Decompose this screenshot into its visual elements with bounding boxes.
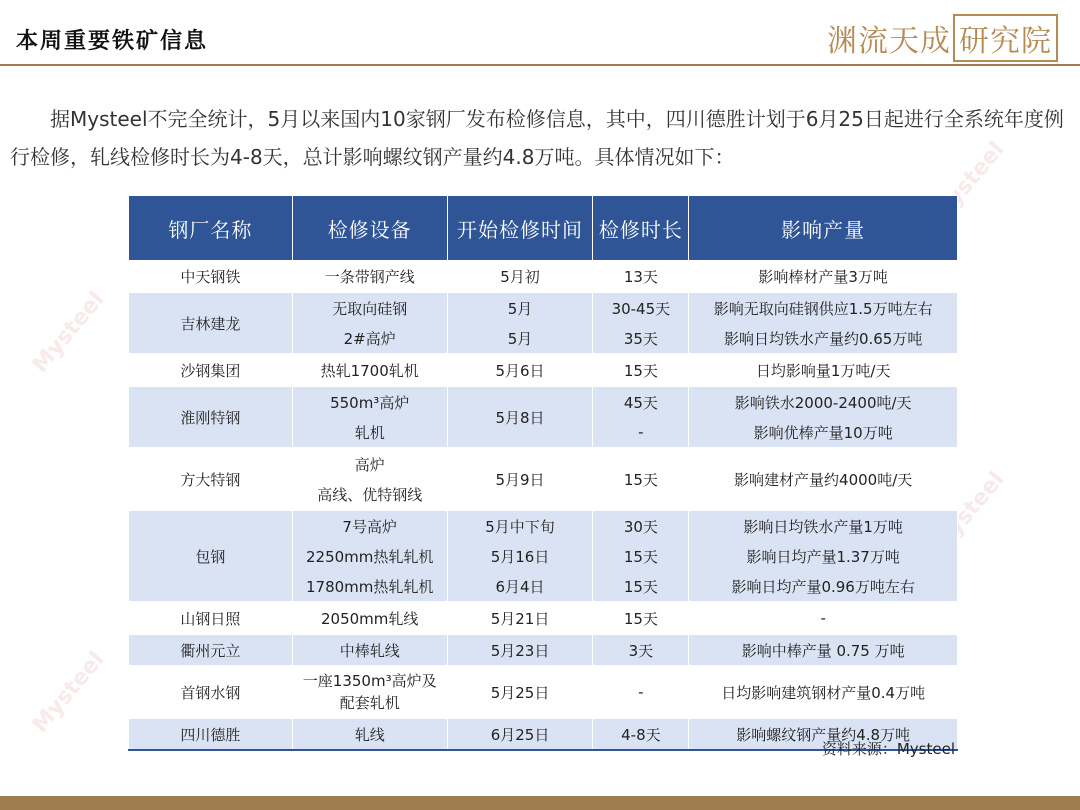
table-group	[129, 602, 958, 634]
equipment-cell: 2050mm轧线	[292, 602, 447, 634]
start-cell: 5月中下旬	[447, 510, 593, 541]
table-group	[129, 354, 958, 386]
start-cell: 5月16日	[447, 541, 593, 571]
table-row	[129, 448, 958, 479]
table-group	[129, 634, 958, 666]
impact-cell: -	[689, 602, 958, 634]
mill-name: 淮刚特钢	[129, 386, 293, 448]
impact-cell: 影响棒材产量3万吨	[689, 261, 958, 293]
column-header: 检修时长	[593, 196, 689, 261]
source-note: 资料来源：Mysteel	[821, 740, 955, 758]
equipment-cell: 7号高炉	[292, 510, 447, 541]
equipment-cell: 2#高炉	[292, 323, 447, 354]
table-row	[129, 510, 958, 541]
impact-cell: 影响建材产量约4000吨/天	[689, 448, 958, 510]
watermark-logo: Mysteel	[27, 287, 110, 378]
equipment-cell: 中棒轧线	[292, 634, 447, 666]
table-row	[129, 354, 958, 386]
impact-cell: 影响日均铁水产量约0.65万吨	[689, 323, 958, 354]
column-header: 钢厂名称	[129, 196, 293, 261]
impact-cell: 影响铁水2000-2400吨/天	[689, 386, 958, 417]
equipment-line: 配套轧机	[339, 694, 400, 712]
equipment-cell: 高线、优特钢线	[292, 479, 447, 510]
start-cell: 5月8日	[447, 386, 593, 448]
duration-cell: 35天	[593, 323, 689, 354]
table-row	[129, 666, 958, 718]
column-header: 开始检修时间	[447, 196, 593, 261]
mill-name: 吉林建龙	[129, 292, 293, 354]
table-group	[129, 261, 958, 293]
duration-cell: 15天	[593, 354, 689, 386]
table-row	[129, 292, 958, 323]
mill-name: 中天钢铁	[129, 261, 293, 293]
mill-name: 山钢日照	[129, 602, 293, 634]
equipment-cell: 热轧1700轧机	[292, 354, 447, 386]
table-group	[129, 510, 958, 602]
watermark-logo: Mysteel	[927, 467, 1010, 558]
impact-cell: 日均影响建筑钢材产量0.4万吨	[689, 666, 958, 718]
start-cell: 5月21日	[447, 602, 593, 634]
impact-cell: 影响日均产量1.37万吨	[689, 541, 958, 571]
watermark-logo: Mysteel	[927, 137, 1010, 228]
duration-cell: 4-8天	[593, 718, 689, 750]
column-header: 检修设备	[292, 196, 447, 261]
equipment-cell	[292, 666, 447, 718]
column-header: 影响产量	[689, 196, 958, 261]
table-row	[129, 602, 958, 634]
start-cell: 5月25日	[447, 666, 593, 718]
equipment-cell: 轧机	[292, 417, 447, 448]
start-cell: 5月初	[447, 261, 593, 293]
mill-name: 包钢	[129, 510, 293, 602]
equipment-line: 一座1350m³高炉及	[302, 672, 437, 690]
duration-cell: 3天	[593, 634, 689, 666]
mill-name: 首钢水钢	[129, 666, 293, 718]
duration-cell: 30天	[593, 510, 689, 541]
start-cell: 5月9日	[447, 448, 593, 510]
logo-boxed-text: 研究院	[953, 14, 1058, 62]
table-row	[129, 386, 958, 417]
impact-cell: 影响无取向硅钢供应1.5万吨左右	[689, 292, 958, 323]
duration-cell: -	[593, 417, 689, 448]
duration-cell: 15天	[593, 541, 689, 571]
start-cell: 5月23日	[447, 634, 593, 666]
equipment-cell: 550m³高炉	[292, 386, 447, 417]
duration-cell: -	[593, 666, 689, 718]
table-group	[129, 386, 958, 448]
footer-band	[0, 796, 1080, 810]
equipment-cell: 一条带钢产线	[292, 261, 447, 293]
equipment-cell: 高炉	[292, 448, 447, 479]
mill-name: 衢州元立	[129, 634, 293, 666]
header-divider	[0, 64, 1080, 66]
equipment-cell: 1780mm热轧轧机	[292, 571, 447, 602]
start-cell: 6月4日	[447, 571, 593, 602]
duration-cell: 45天	[593, 386, 689, 417]
impact-cell: 影响优棒产量10万吨	[689, 417, 958, 448]
start-cell: 5月	[447, 292, 593, 323]
duration-cell: 15天	[593, 571, 689, 602]
impact-cell: 影响中棒产量 0.75 万吨	[689, 634, 958, 666]
table-row	[129, 634, 958, 666]
mill-name: 沙钢集团	[129, 354, 293, 386]
table-group	[129, 666, 958, 718]
equipment-cell: 无取向硅钢	[292, 292, 447, 323]
impact-cell: 日均影响量1万吨/天	[689, 354, 958, 386]
start-cell: 6月25日	[447, 718, 593, 750]
equipment-cell: 2250mm热轧轧机	[292, 541, 447, 571]
duration-cell: 30-45天	[593, 292, 689, 323]
mill-name: 四川德胜	[129, 718, 293, 750]
table-header-row	[129, 196, 958, 261]
logo-text: 渊流天成	[827, 24, 951, 59]
impact-cell: 影响日均铁水产量1万吨	[689, 510, 958, 541]
start-cell: 5月	[447, 323, 593, 354]
table-group	[129, 448, 958, 510]
mill-name: 方大特钢	[129, 448, 293, 510]
duration-cell: 15天	[593, 448, 689, 510]
duration-cell: 13天	[593, 261, 689, 293]
brand-logo	[827, 14, 1058, 62]
maintenance-table	[128, 195, 958, 751]
page-title: 本周重要铁矿信息	[16, 28, 209, 54]
table-row	[129, 261, 958, 293]
impact-cell: 影响螺纹钢产量约4.8万吨	[689, 718, 958, 750]
table-group	[129, 292, 958, 354]
start-cell: 5月6日	[447, 354, 593, 386]
duration-cell: 15天	[593, 602, 689, 634]
watermark-logo: Mysteel	[27, 647, 110, 738]
impact-cell: 影响日均产量0.96万吨左右	[689, 571, 958, 602]
equipment-cell: 轧线	[292, 718, 447, 750]
intro-paragraph: 据Mysteel不完全统计，5月以来国内10家钢厂发布检修信息，其中，四川德胜计划于6月25日起进行全系统年度例行检修，轧线检修时长为4-8天，总计影响螺纹钢产量约4.8万吨。具体情况如下：	[10, 107, 1064, 169]
